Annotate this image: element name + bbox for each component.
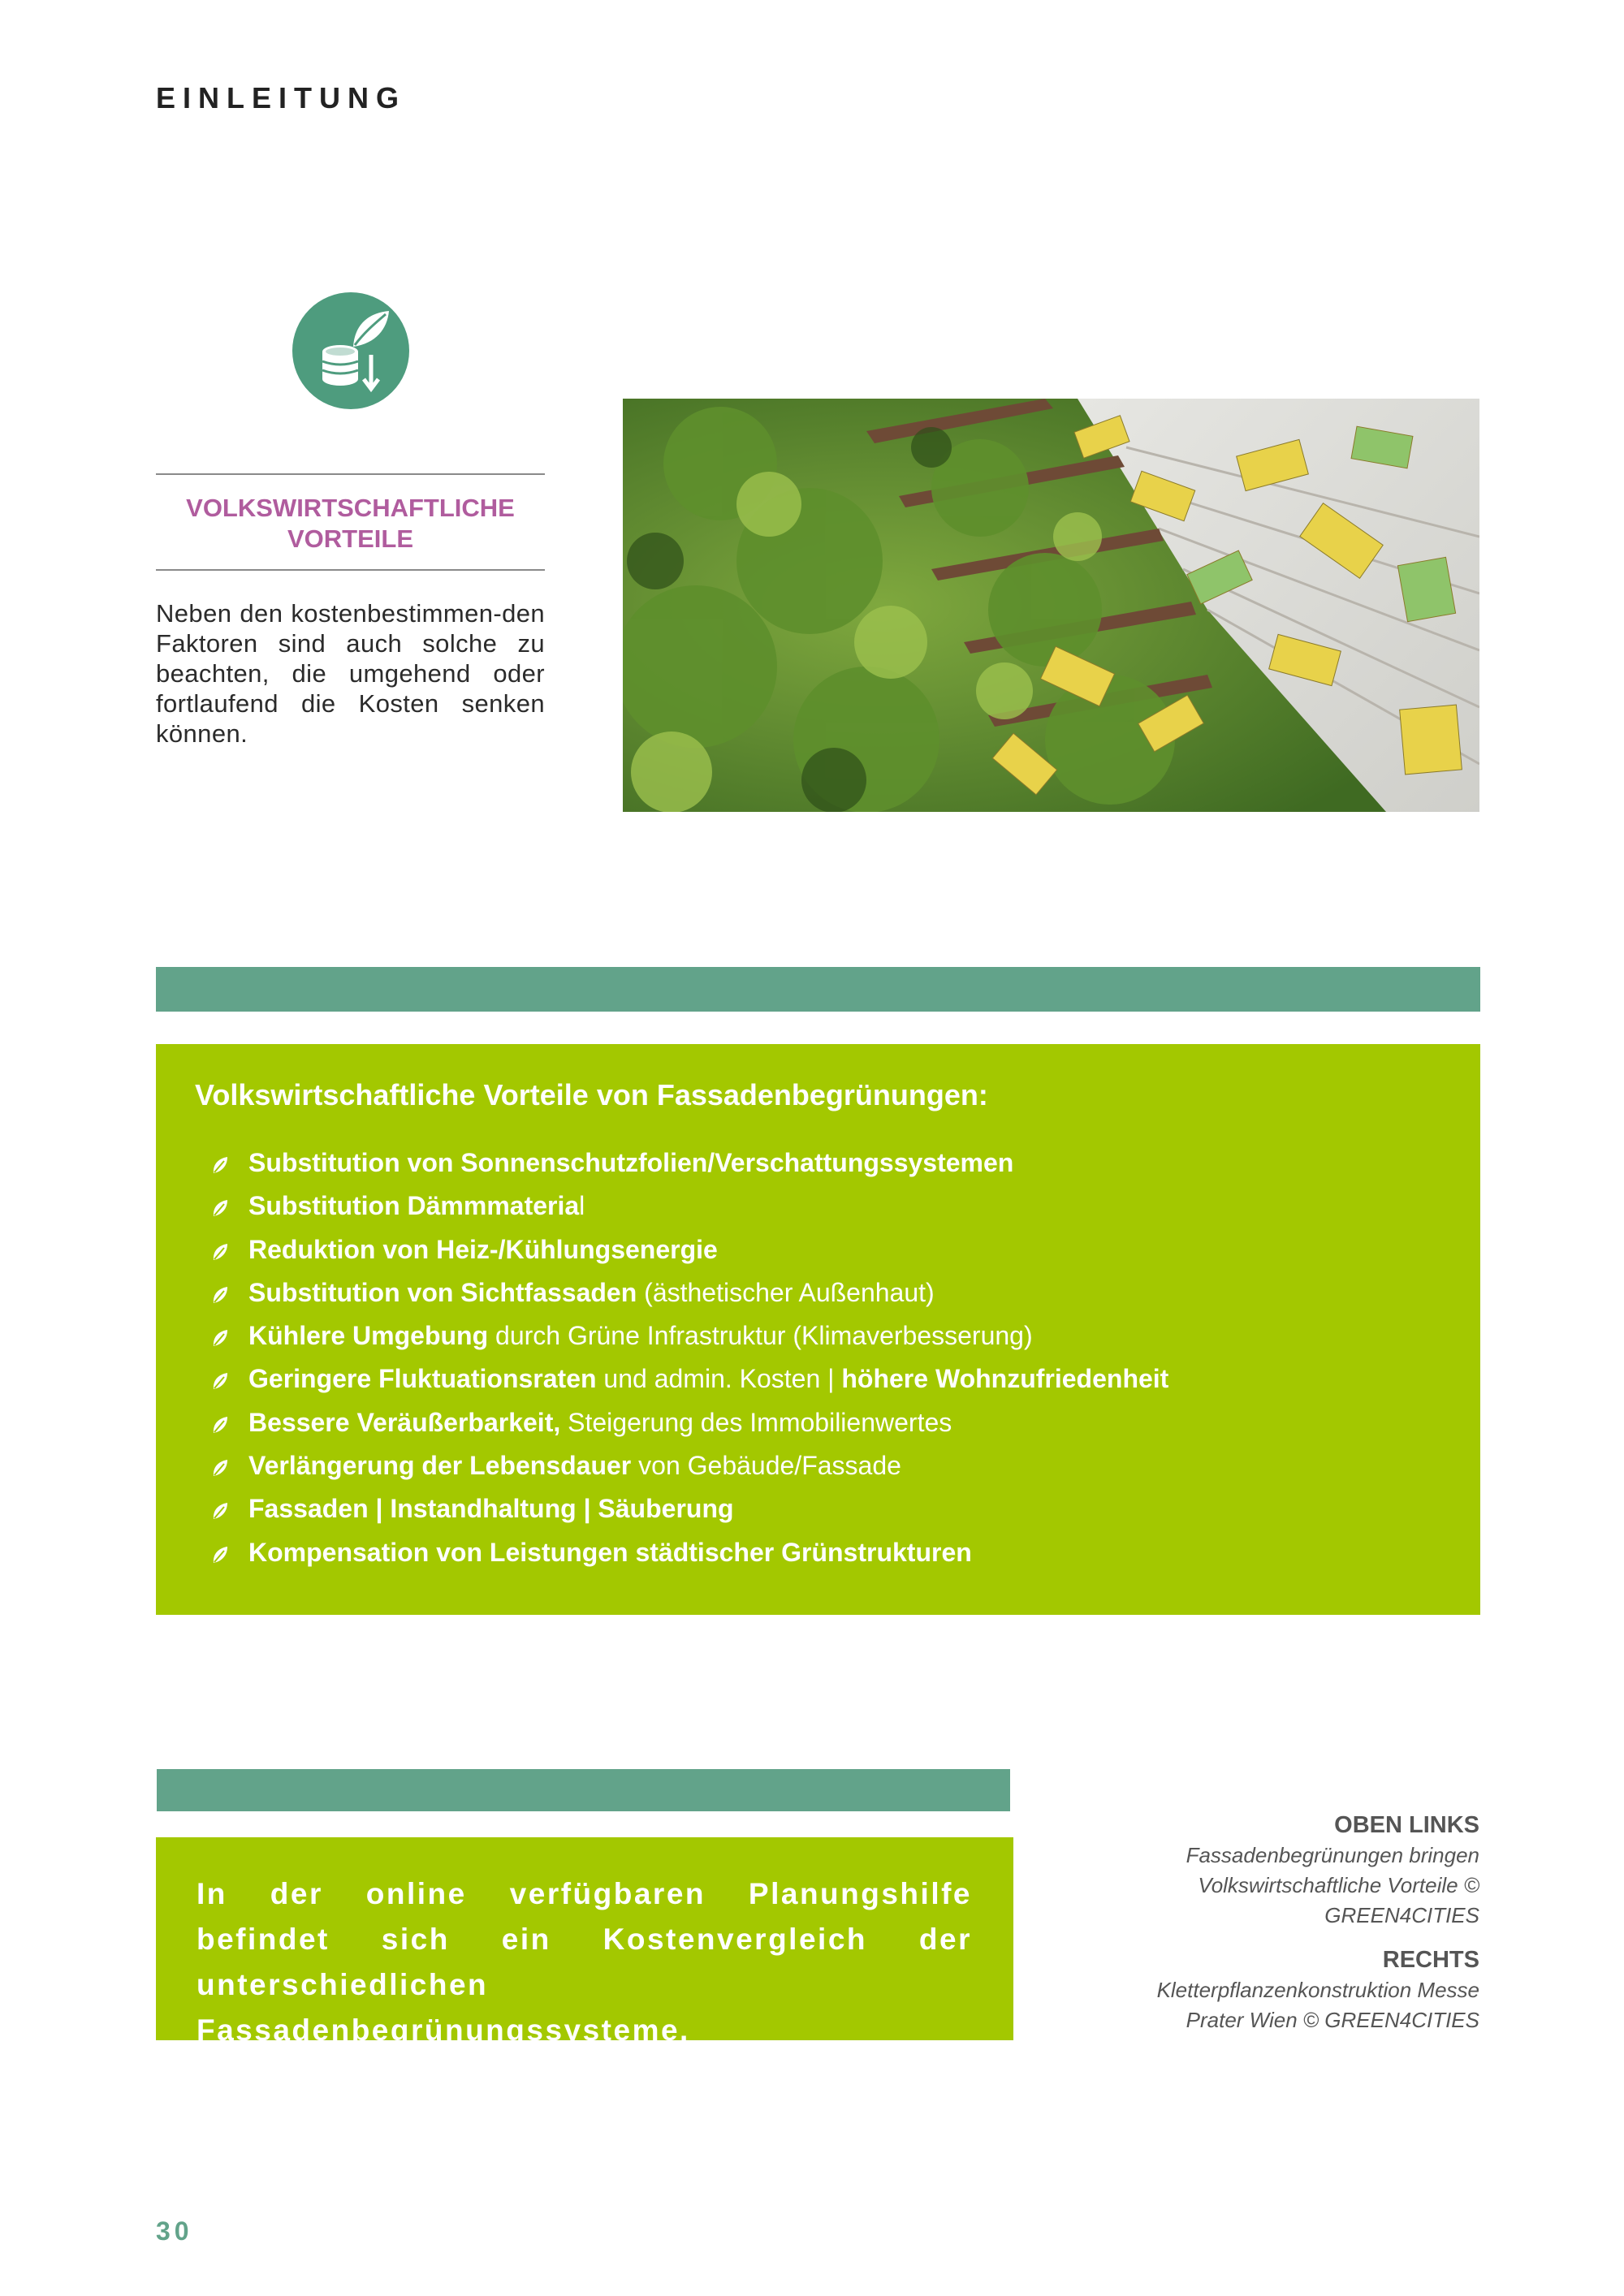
benefit-item <box>211 1185 1168 1228</box>
benefit-item-normal: von Gebäude/Fassade <box>631 1451 901 1481</box>
leaf-icon <box>211 1458 229 1478</box>
benefit-item-bold: Bessere Veräußerbarkeit, <box>248 1407 561 1437</box>
benefit-item-normal: und admin. Kosten | <box>596 1364 842 1394</box>
leaf-icon <box>211 1198 229 1218</box>
benefit-item-bold: Kühlere Umgebung <box>248 1321 489 1351</box>
hero-photo-green-facade-money <box>623 399 1479 812</box>
page-number: 30 <box>156 2216 193 2246</box>
sidebar-intro-text: Neben den kostenbestimmen-den Faktoren sind auch solche zu beachten, die umgehend oder fortlaufend die Kosten senken können. <box>156 599 545 748</box>
benefit-item-bold: Substitution Dämmmateria <box>248 1191 580 1221</box>
benefits-list <box>211 1142 1168 1574</box>
benefit-item-bold: Fassaden | Instandhaltung | Säuberung <box>248 1494 734 1524</box>
benefit-item <box>211 1357 1168 1400</box>
benefit-item-bold: Kompensation von Leistungen städtischer Grünstrukturen <box>248 1537 972 1567</box>
leaf-icon <box>211 1501 229 1521</box>
leaf-icon <box>211 1242 229 1262</box>
sidebar-title-line1: VOLKSWIRTSCHAFTLICHE <box>186 494 515 522</box>
benefit-item <box>211 1314 1168 1357</box>
coins-leaf-down-arrow-icon <box>290 290 412 412</box>
leaf-icon <box>211 1415 229 1435</box>
benefit-item-normal: l <box>579 1191 585 1221</box>
leaf-icon <box>211 1371 229 1391</box>
benefit-item-bold: Substitution von Sichtfassaden <box>248 1277 637 1307</box>
teal-header-bar <box>156 967 1480 1012</box>
caption-top-left-heading: OBEN LINKS <box>1334 1812 1479 1838</box>
benefit-item <box>211 1228 1168 1271</box>
caption-top-left-text: Fassadenbegrünungen bringen Volkswirtschaftliche Vorteile © GREEN4CITIES <box>1186 1843 1479 1927</box>
leaf-icon <box>211 1328 229 1348</box>
benefit-item <box>211 1487 1168 1530</box>
benefit-item-normal: Steigerung des Immobilienwertes <box>560 1407 952 1437</box>
divider-bottom <box>156 569 545 571</box>
benefit-item <box>211 1271 1168 1314</box>
teal-header-bar-small <box>157 1769 1010 1811</box>
section-header: EINLEITUNG <box>156 81 407 114</box>
planning-aid-box <box>156 1837 1013 2047</box>
benefits-box <box>156 1044 1480 1615</box>
caption-right-text: Kletterpflanzenkonstruktion Messe Prater Wien © GREEN4CITIES <box>1156 1978 1479 2032</box>
benefit-item-bold-2: höhere Wohnzufriedenheit <box>841 1364 1169 1394</box>
benefit-item <box>211 1142 1168 1185</box>
benefit-item-normal: durch Grüne Infrastruktur (Klimaverbesserung) <box>488 1321 1033 1351</box>
leaf-icon <box>211 1285 229 1305</box>
benefit-item-bold: Reduktion von Heiz-/Kühlungsenergie <box>248 1234 718 1264</box>
sidebar-title-line2: VORTEILE <box>287 524 413 553</box>
divider-top <box>156 473 545 475</box>
planning-aid-text: In der online verfügbaren Planungshilfe befindet sich ein Kostenvergleich der unterschiedlichen Fassadenbegrünungssysteme. <box>197 1877 972 2047</box>
leaf-icon <box>211 1155 229 1175</box>
benefit-item <box>211 1444 1168 1487</box>
benefit-item-bold: Verlängerung der Lebensdauer <box>248 1451 632 1481</box>
benefit-item <box>211 1401 1168 1444</box>
caption-right-heading: RECHTS <box>1382 1947 1479 1973</box>
benefit-item-bold: Geringere Fluktuationsraten <box>248 1364 597 1394</box>
benefit-item <box>211 1531 1168 1574</box>
leaf-icon <box>211 1545 229 1564</box>
sidebar-title <box>156 493 545 555</box>
benefit-item-normal: (ästhetischer Außenhaut) <box>637 1277 935 1307</box>
benefit-item-bold: Substitution von Sonnenschutzfolien/Verschattungssystemen <box>248 1148 1014 1177</box>
benefits-heading: Volkswirtschaftliche Vorteile von Fassadenbegrünungen: <box>195 1078 988 1111</box>
